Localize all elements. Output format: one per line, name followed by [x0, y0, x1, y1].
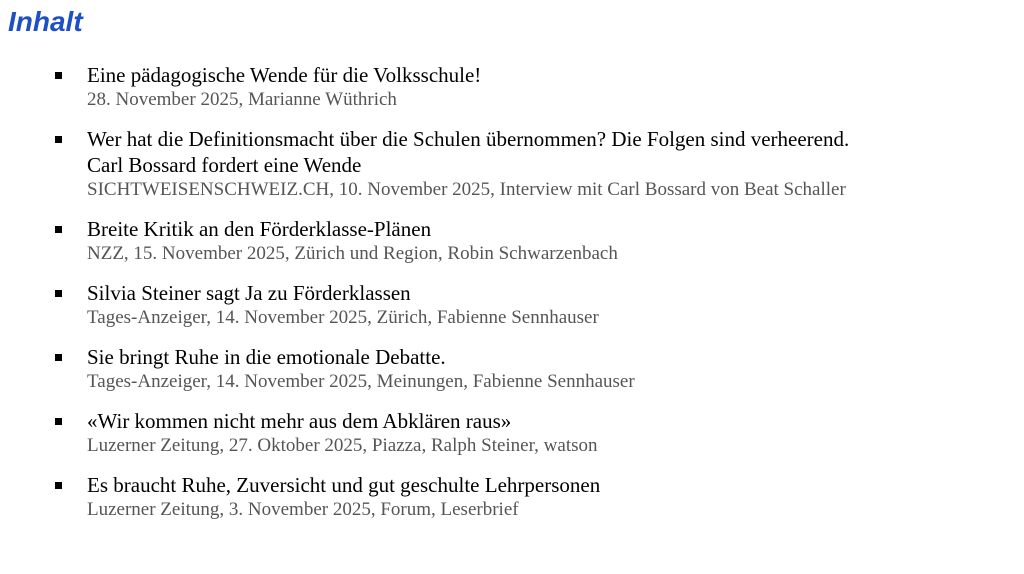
article-meta: NZZ, 15. November 2025, Zürich und Region, Robin Schwarzenbach [87, 243, 618, 264]
toc-item [0, 216, 1024, 266]
square-bullet-icon [55, 226, 62, 233]
article-title-line: Carl Bossard fordert eine Wende [87, 153, 362, 177]
square-bullet-icon [55, 482, 62, 489]
article-meta: Tages-Anzeiger, 14. November 2025, Zürich, Fabienne Sennhauser [87, 307, 599, 328]
article-title-link[interactable]: Es braucht Ruhe, Zuversicht und gut geschulte Lehrpersonen [87, 473, 601, 497]
article-meta: Luzerner Zeitung, 27. Oktober 2025, Piazza, Ralph Steiner, watson [87, 435, 598, 456]
article-title-link[interactable]: «Wir kommen nicht mehr aus dem Abklären raus» [87, 409, 512, 433]
toc-item [0, 408, 1024, 458]
square-bullet-icon [55, 72, 62, 79]
square-bullet-icon [55, 290, 62, 297]
article-meta: 28. November 2025, Marianne Wüthrich [87, 89, 397, 110]
article-title-link[interactable]: Eine pädagogische Wende für die Volksschule! [87, 63, 482, 87]
page-heading: Inhalt [8, 6, 83, 37]
article-meta: SICHTWEISENSCHWEIZ.CH, 10. November 2025, Interview mit Carl Bossard von Beat Schaller [87, 179, 846, 200]
article-title-link[interactable]: Silvia Steiner sagt Ja zu Förderklassen [87, 281, 411, 305]
article-meta: Luzerner Zeitung, 3. November 2025, Forum, Leserbrief [87, 499, 519, 520]
toc-item [0, 126, 1024, 202]
square-bullet-icon [55, 418, 62, 425]
toc-item [0, 280, 1024, 330]
toc-item [0, 344, 1024, 394]
article-title-link[interactable] [87, 126, 1024, 178]
article-title-link[interactable]: Breite Kritik an den Förderklasse-Plänen [87, 217, 432, 241]
table-of-contents [0, 62, 1024, 536]
article-meta: Tages-Anzeiger, 14. November 2025, Meinungen, Fabienne Sennhauser [87, 371, 635, 392]
square-bullet-icon [55, 354, 62, 361]
article-title-line: Wer hat die Definitionsmacht über die Schulen übernommen? Die Folgen sind verheerend. [87, 127, 850, 151]
square-bullet-icon [55, 136, 62, 143]
article-title-link[interactable]: Sie bringt Ruhe in die emotionale Debatte. [87, 345, 446, 369]
toc-item [0, 472, 1024, 522]
toc-item [0, 62, 1024, 112]
